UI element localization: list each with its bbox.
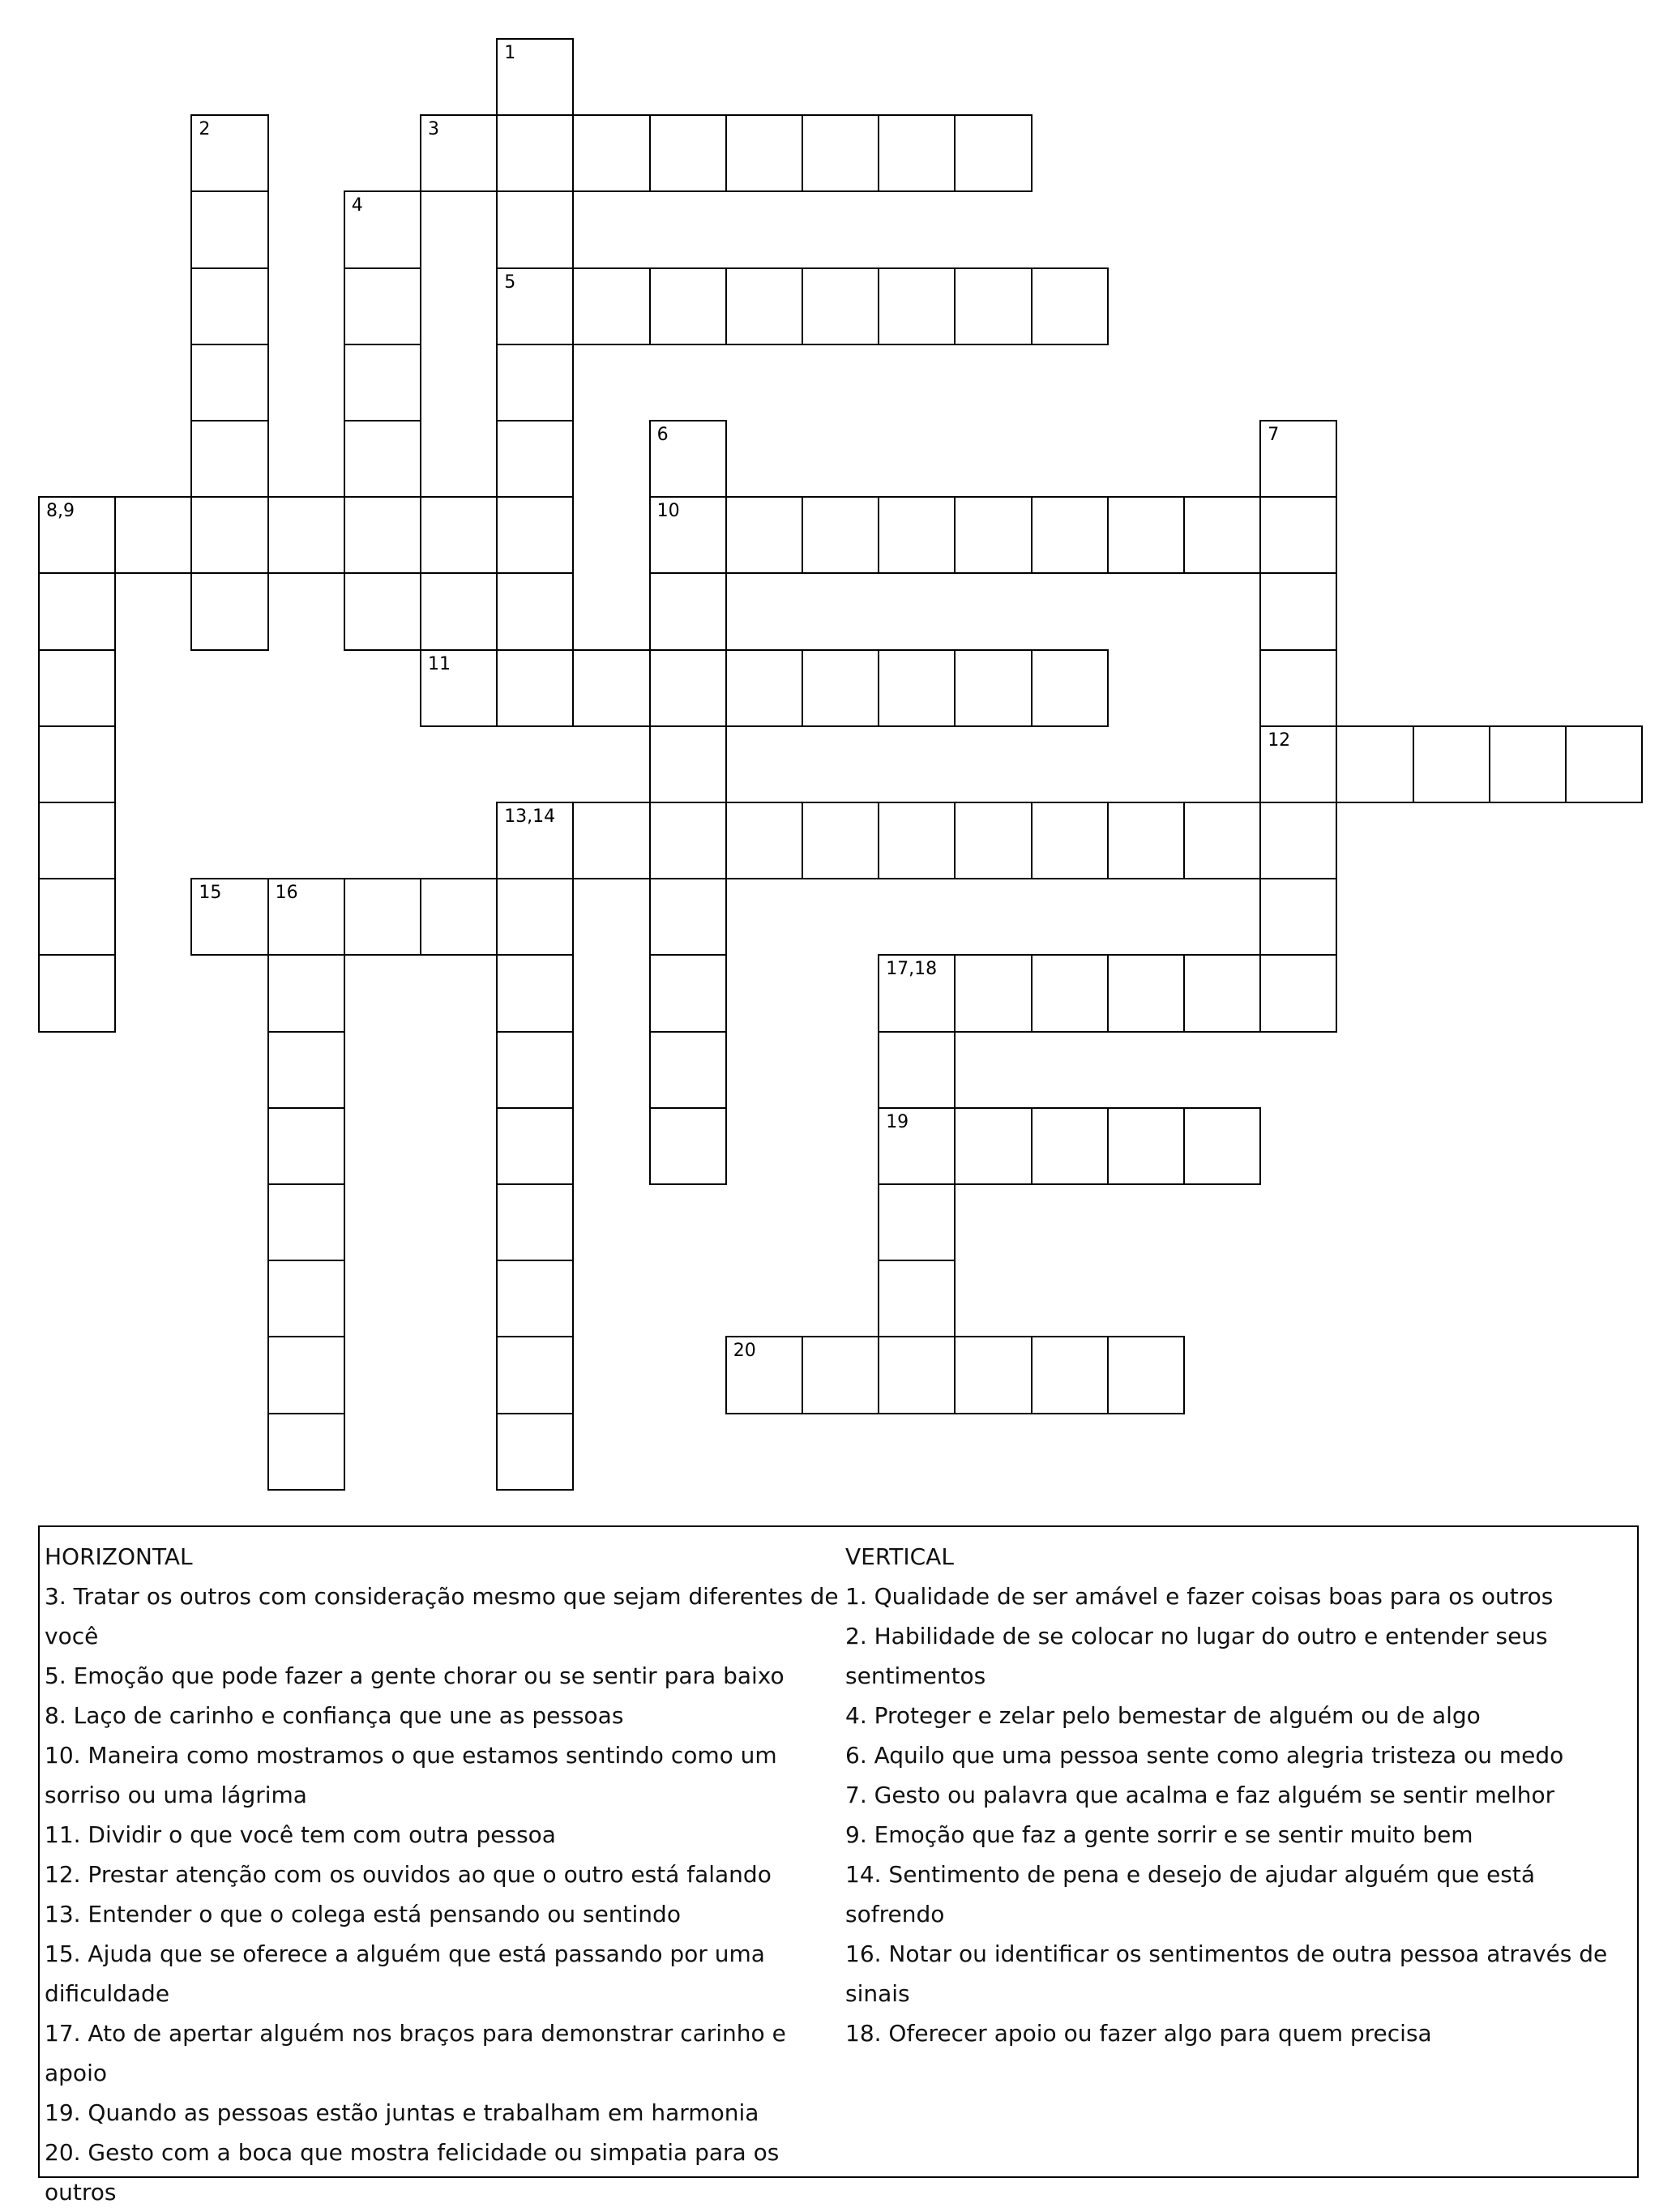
grid-cell[interactable] (267, 1183, 345, 1261)
grid-cell[interactable] (1565, 725, 1643, 803)
vertical-clue: 4. Proteger e zelar pelo bemestar de alguém ou de algo (845, 1702, 1481, 1729)
grid-cell[interactable] (267, 1413, 345, 1491)
grid-cell[interactable] (190, 267, 268, 345)
grid-cell[interactable] (572, 649, 650, 727)
grid-cell[interactable] (344, 878, 421, 956)
grid-cell[interactable] (649, 267, 727, 345)
grid-cell[interactable] (1259, 420, 1337, 498)
grid-cell[interactable] (190, 344, 268, 421)
grid-cell[interactable] (496, 1336, 574, 1414)
grid-cell[interactable] (267, 954, 345, 1032)
grid-cell[interactable] (1259, 725, 1337, 803)
grid-cell[interactable] (1259, 878, 1337, 956)
grid-cell[interactable] (1259, 649, 1337, 727)
clue-number: 20 (733, 1341, 756, 1362)
grid-cell[interactable] (878, 1031, 956, 1109)
clue-number: 15 (199, 883, 222, 904)
horizontal-clue: 12. Prestar atenção com os ouvidos ao que o outro está falando (45, 1861, 772, 1888)
grid-cell[interactable] (114, 496, 192, 574)
grid-cell[interactable] (649, 496, 727, 574)
grid-cell[interactable] (267, 1031, 345, 1109)
grid-cell[interactable] (725, 114, 803, 192)
grid-cell[interactable] (649, 114, 727, 192)
grid-cell[interactable] (649, 649, 727, 727)
grid-cell[interactable] (1259, 954, 1337, 1032)
grid-cell[interactable] (954, 1107, 1032, 1185)
clue-number: 1 (504, 43, 516, 63)
grid-cell[interactable] (38, 802, 116, 879)
clue-number: 10 (656, 501, 680, 522)
grid-cell[interactable] (344, 420, 421, 498)
grid-cell[interactable] (1031, 802, 1109, 879)
grid-cell[interactable] (38, 649, 116, 727)
grid-cell[interactable] (344, 496, 421, 574)
grid-cell[interactable] (572, 802, 650, 879)
grid-cell[interactable] (190, 190, 268, 268)
clues-box (38, 1525, 1639, 2206)
horizontal-heading: HORIZONTAL (45, 1543, 193, 1570)
horizontal-clue: 8. Laço de carinho e confiança que une as pessoas (45, 1702, 624, 1729)
grid-cell[interactable] (190, 420, 268, 498)
grid-cell[interactable] (190, 878, 268, 956)
grid-cell[interactable] (1413, 725, 1490, 803)
clue-number: 17,18 (886, 959, 938, 980)
grid-cell[interactable] (878, 649, 956, 727)
grid-cell[interactable] (572, 267, 650, 345)
grid-cell[interactable] (954, 1336, 1032, 1414)
grid-cell[interactable] (649, 954, 727, 1032)
grid-cell[interactable] (1183, 496, 1261, 574)
grid-cell[interactable] (420, 496, 498, 574)
grid-cell[interactable] (344, 344, 421, 421)
grid-cell[interactable] (878, 267, 956, 345)
grid-cell[interactable] (190, 496, 268, 574)
grid-cell[interactable] (1259, 802, 1337, 879)
horizontal-clue: 19. Quando as pessoas estão juntas e trabalham em harmonia (45, 2099, 759, 2126)
grid-cell[interactable] (878, 496, 956, 574)
grid-cell[interactable] (802, 267, 879, 345)
grid-cell[interactable] (1031, 1336, 1109, 1414)
grid-cell[interactable] (496, 572, 574, 650)
grid-cell[interactable] (649, 1107, 727, 1185)
horizontal-clue: 5. Emoção que pode fazer a gente chorar ou se sentir para baixo (45, 1662, 785, 1689)
horizontal-clues-column (45, 1537, 847, 2212)
grid-cell[interactable] (190, 114, 268, 192)
grid-cell[interactable] (1031, 954, 1109, 1032)
grid-cell[interactable] (878, 1260, 956, 1337)
grid-cell[interactable] (802, 802, 879, 879)
grid-cell[interactable] (878, 802, 956, 879)
vertical-clue: 1. Qualidade de ser amável e fazer coisas boas para os outros (845, 1583, 1554, 1610)
grid-cell[interactable] (954, 267, 1032, 345)
grid-cell[interactable] (420, 649, 498, 727)
grid-cell[interactable] (1259, 496, 1337, 574)
grid-cell[interactable] (725, 496, 803, 574)
clue-number: 6 (656, 425, 669, 445)
grid-cell[interactable] (496, 190, 574, 268)
clue-number: 19 (886, 1111, 909, 1132)
grid-cell[interactable] (725, 1336, 803, 1414)
horizontal-clue: 10. Maneira como mostramos o que estamos sentindo como um sorriso ou uma lágrima (45, 1742, 777, 1808)
grid-cell[interactable] (496, 38, 574, 116)
grid-cell[interactable] (725, 649, 803, 727)
clue-number: 16 (275, 883, 298, 904)
grid-cell[interactable] (1107, 1107, 1185, 1185)
grid-cell[interactable] (1183, 1107, 1261, 1185)
vertical-heading: VERTICAL (845, 1543, 954, 1570)
vertical-clue: 16. Notar ou identificar os sentimentos de outra pessoa através de sinais (845, 1940, 1608, 2007)
grid-cell[interactable] (496, 1413, 574, 1491)
grid-cell[interactable] (878, 1336, 956, 1414)
grid-cell[interactable] (649, 572, 727, 650)
clue-number: 12 (1268, 729, 1291, 751)
grid-cell[interactable] (38, 496, 116, 574)
horizontal-clue: 15. Ajuda que se oferece a alguém que está passando por uma dificuldade (45, 1940, 765, 2007)
grid-cell[interactable] (496, 1031, 574, 1109)
grid-cell[interactable] (802, 649, 879, 727)
vertical-clue: 2. Habilidade de se colocar no lugar do outro e entender seus sentimentos (845, 1623, 1548, 1689)
grid-cell[interactable] (1107, 496, 1185, 574)
clue-number: 7 (1268, 425, 1280, 445)
grid-cell[interactable] (496, 1260, 574, 1337)
clue-number: 11 (428, 653, 451, 674)
grid-cell[interactable] (496, 1183, 574, 1261)
grid-cell[interactable] (954, 114, 1032, 192)
horizontal-clue: 3. Tratar os outros com consideração mesmo que sejam diferentes de você (45, 1583, 839, 1649)
grid-cell[interactable] (38, 878, 116, 956)
vertical-clue: 9. Emoção que faz a gente sorrir e se sentir muito bem (845, 1821, 1473, 1848)
grid-cell[interactable] (954, 649, 1032, 727)
grid-cell[interactable] (1031, 1107, 1109, 1185)
grid-cell[interactable] (38, 954, 116, 1032)
horizontal-clue: 11. Dividir o que você tem com outra pessoa (45, 1821, 556, 1848)
grid-cell[interactable] (267, 878, 345, 956)
grid-cell[interactable] (878, 1107, 956, 1185)
grid-cell[interactable] (496, 878, 574, 956)
grid-cell[interactable] (267, 1336, 345, 1414)
grid-cell[interactable] (496, 344, 574, 421)
grid-cell[interactable] (496, 267, 574, 345)
clue-number: 2 (199, 119, 211, 140)
grid-cell[interactable] (954, 496, 1032, 574)
grid-cell[interactable] (1031, 267, 1109, 345)
horizontal-clue: 13. Entender o que o colega está pensando ou sentindo (45, 1901, 681, 1927)
horizontal-clue: 17. Ato de apertar alguém nos braços para demonstrar carinho e apoio (45, 2020, 786, 2086)
vertical-clues-column (845, 1537, 1623, 2053)
grid-cell[interactable] (344, 572, 421, 650)
grid-cell[interactable] (38, 725, 116, 803)
grid-cell[interactable] (802, 496, 879, 574)
grid-cell[interactable] (572, 114, 650, 192)
grid-cell[interactable] (649, 802, 727, 879)
clue-number: 5 (504, 272, 516, 293)
vertical-clue: 18. Oferecer apoio ou fazer algo para quem precisa (845, 2020, 1432, 2047)
grid-cell[interactable] (802, 114, 879, 192)
grid-cell[interactable] (1107, 1336, 1185, 1414)
horizontal-clue: 20. Gesto com a boca que mostra felicidade ou simpatia para os outros (45, 2139, 780, 2206)
grid-cell[interactable] (420, 878, 498, 956)
grid-cell[interactable] (1031, 496, 1109, 574)
grid-cell[interactable] (496, 1107, 574, 1185)
grid-cell[interactable] (878, 1183, 956, 1261)
vertical-clue: 7. Gesto ou palavra que acalma e faz alguém se sentir melhor (845, 1782, 1555, 1808)
grid-cell[interactable] (954, 954, 1032, 1032)
grid-cell[interactable] (878, 954, 956, 1032)
grid-cell[interactable] (496, 420, 574, 498)
grid-cell[interactable] (496, 649, 574, 727)
clue-number: 4 (351, 195, 363, 216)
clue-number: 13,14 (504, 807, 556, 827)
vertical-clue: 6. Aquilo que uma pessoa sente como alegria tristeza ou medo (845, 1742, 1564, 1769)
grid-cell[interactable] (649, 878, 727, 956)
grid-cell[interactable] (1336, 725, 1413, 803)
grid-cell[interactable] (38, 572, 116, 650)
grid-cell[interactable] (1107, 954, 1185, 1032)
grid-cell[interactable] (267, 496, 345, 574)
grid-cell[interactable] (267, 1260, 345, 1337)
grid-cell[interactable] (1259, 572, 1337, 650)
grid-cell[interactable] (344, 190, 421, 268)
grid-cell[interactable] (725, 802, 803, 879)
vertical-clue: 14. Sentimento de pena e desejo de ajudar alguém que está sofrendo (845, 1861, 1536, 1927)
grid-cell[interactable] (1489, 725, 1567, 803)
grid-cell[interactable] (190, 572, 268, 650)
grid-cell[interactable] (954, 802, 1032, 879)
grid-cell[interactable] (496, 802, 574, 879)
grid-cell[interactable] (1107, 802, 1185, 879)
grid-cell[interactable] (725, 267, 803, 345)
grid-cell[interactable] (496, 496, 574, 574)
grid-cell[interactable] (1031, 649, 1109, 727)
grid-cell[interactable] (496, 954, 574, 1032)
grid-cell[interactable] (344, 267, 421, 345)
grid-cell[interactable] (649, 420, 727, 498)
grid-cell[interactable] (1183, 802, 1261, 879)
grid-cell[interactable] (649, 725, 727, 803)
grid-cell[interactable] (649, 1031, 727, 1109)
grid-cell[interactable] (267, 1107, 345, 1185)
grid-cell[interactable] (420, 114, 498, 192)
grid-cell[interactable] (1183, 954, 1261, 1032)
clue-number: 8,9 (46, 501, 75, 522)
grid-cell[interactable] (496, 114, 574, 192)
clue-number: 3 (428, 119, 439, 140)
grid-cell[interactable] (802, 1336, 879, 1414)
grid-cell[interactable] (878, 114, 956, 192)
